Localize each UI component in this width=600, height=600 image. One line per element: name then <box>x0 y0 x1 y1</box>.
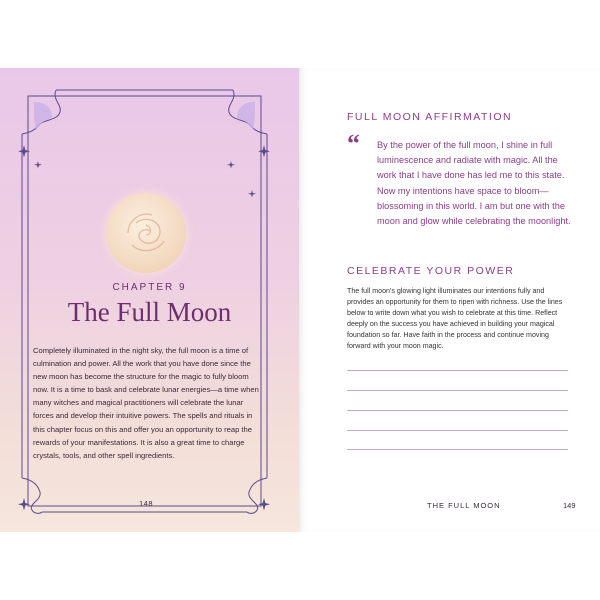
chapter-title: The Full Moon <box>67 297 232 327</box>
writing-line[interactable] <box>347 370 568 371</box>
moon-swirl-icon <box>106 193 186 273</box>
page-number-left: 148 <box>138 499 153 508</box>
chapter-label: CHAPTER 9 <box>112 282 187 293</box>
running-footer: THE FULL MOON <box>427 501 501 510</box>
affirmation-text: By the power of the full moon, I shine in full luminescence and radiate with magic. All the work that I have done has led me to this state. Now my intentions have space to bloom—blossoming in this world. I am but one with the moon and glow while celebrating the moonlight. <box>377 140 571 227</box>
left-page <box>0 68 299 532</box>
quote-mark-icon: “ <box>347 129 360 158</box>
sparkle-icon <box>258 145 270 158</box>
writing-line[interactable] <box>347 430 568 431</box>
celebrate-heading: CELEBRATE YOUR POWER <box>347 265 515 277</box>
writing-line[interactable] <box>347 390 568 391</box>
celebrate-text: The full moon's glowing light illuminates our intentions fully and provides an opportunity for them to ripen with richness. Use the lines below to write down what you wish to celebrate at this time. Reflect deeply on the success you have achieved in building your magical foundation so far. Have faith in the process and continue moving forward with your moon magic. <box>347 287 563 350</box>
full-moon-illustration <box>106 193 186 273</box>
affirmation-heading: FULL MOON AFFIRMATION <box>347 111 513 123</box>
chapter-intro-text: Completely illuminated in the night sky, the full moon is a time of culmination and power. All the work that you have done since the new moon has become the structure for the magic to fully bloom now. It is a time to bask and celebrate lunar energies—a time when many witches and magical practitioners will celebrate the lunar forces and develop their intuitive powers. The spells and rituals in this chapter focus on this and offer you an opportunity to reap the rewards of your manifestations. It is also a great time to charge crystals, tools, and other spell ingredients. <box>33 346 259 460</box>
writing-line[interactable] <box>347 449 568 450</box>
page-number-right: 149 <box>563 501 576 510</box>
writing-line[interactable] <box>347 410 568 411</box>
